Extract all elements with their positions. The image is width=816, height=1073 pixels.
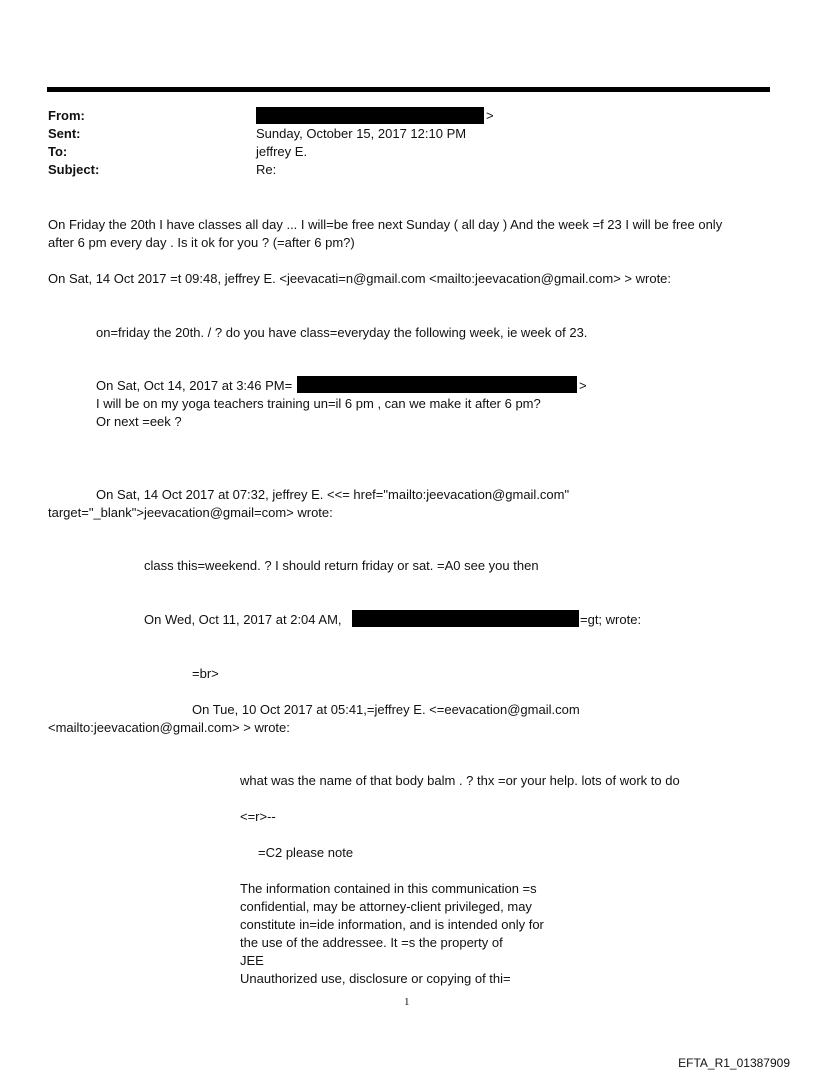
quote-header: target="_blank">jeevacation@gmail=com> wrote:	[48, 505, 333, 520]
quote-text: =br>	[192, 666, 219, 681]
document-id: EFTA_R1_01387909	[678, 1056, 790, 1070]
quote-header: On Tue, 10 Oct 2017 at 05:41,=jeffrey E. <=eevacation@gmail.com	[192, 702, 580, 717]
body-line: after 6 pm every day . Is it ok for you ? (=after 6 pm?)	[48, 235, 355, 250]
quote-header-suffix: =gt; wrote:	[580, 612, 642, 627]
quote-text: what was the name of that body balm . ? thx =or your help. lots of work to do	[240, 773, 680, 788]
quote-header: On Sat, 14 Oct 2017 =t 09:48, jeffrey E. <jeevacati=n@gmail.com <mailto:jeevacation@gmail.com> > wrote:	[48, 271, 672, 286]
disclaimer-line: constitute in=ide information, and is intended only for	[240, 917, 544, 932]
redaction-sender	[297, 376, 577, 393]
from-label: From:	[48, 108, 85, 123]
from-value: >	[486, 108, 494, 123]
sent-label: Sent:	[48, 126, 81, 141]
quote-text: I will be on my yoga teachers training un=il 6 pm , can we make it after 6 pm?	[96, 396, 541, 411]
subject-value: Re:	[256, 162, 277, 177]
redaction-sender	[352, 610, 579, 627]
to-label: To:	[48, 144, 68, 159]
quote-text: class this=weekend. ? I should return friday or sat. =A0 see you then	[144, 558, 539, 573]
disclaimer-line: the use of the addressee. It =s the property of	[240, 935, 503, 950]
subject-label: Subject:	[48, 162, 100, 177]
disclaimer-line: The information contained in this communication =s	[240, 881, 537, 896]
disclaimer-line: Unauthorized use, disclosure or copying of thi=	[240, 971, 511, 986]
quote-text: Or next =eek ?	[96, 414, 182, 429]
disclaimer-line: JEE	[240, 953, 264, 968]
disclaimer-line: confidential, may be attorney-client privileged, may	[240, 899, 532, 914]
redaction-from	[256, 107, 484, 124]
quote-header-suffix: >	[579, 378, 587, 393]
body-line: On Friday the 20th I have classes all day ... I will=be free next Sunday ( all day ) And the week =f 23 I will be free only	[48, 217, 723, 232]
page-number: 1	[404, 996, 410, 1008]
quote-header: On Wed, Oct 11, 2017 at 2:04 AM,	[144, 612, 342, 627]
quote-header: On Sat, Oct 14, 2017 at 3:46 PM=	[96, 378, 293, 393]
quote-header: On Sat, 14 Oct 2017 at 07:32, jeffrey E. <<= href="mailto:jeevacation@gmail.com"	[96, 487, 570, 502]
note-heading: =C2 please note	[258, 845, 354, 860]
quote-text: on=friday the 20th. / ? do you have class=everyday the following week, ie week of 23.	[96, 325, 588, 340]
signature-separator: <=r>--	[240, 809, 276, 824]
header-rule	[47, 87, 770, 92]
sent-value: Sunday, October 15, 2017 12:10 PM	[256, 126, 467, 141]
to-value: jeffrey E.	[256, 144, 308, 159]
quote-header: <mailto:jeevacation@gmail.com> > wrote:	[48, 720, 290, 735]
